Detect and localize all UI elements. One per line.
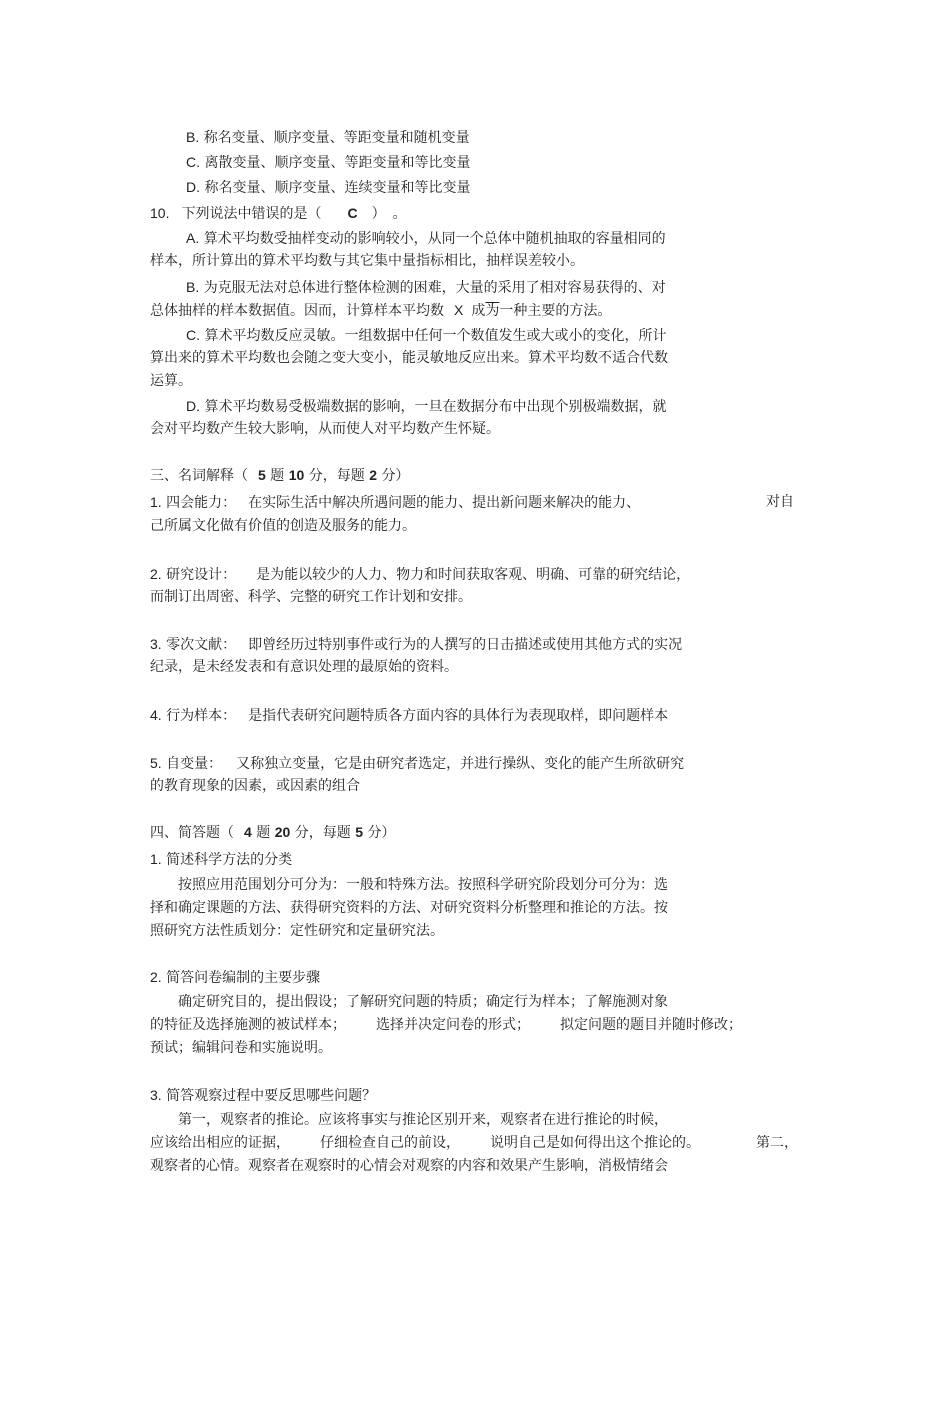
answer: C — [347, 205, 358, 221]
q9-option-c — [186, 152, 470, 173]
term-1-line2: 己所属文化做有价值的创造及服务的能力。 — [150, 518, 416, 534]
term-1-line1 — [150, 492, 640, 513]
sq3-answer-line1: 第一，观察者的推论。应该将事实与推论区别开来，观察者在进行推论的时候， — [178, 1112, 668, 1128]
q10-stem — [150, 203, 407, 224]
definition-text: 在实际生活中解决所遇问题的能力、提出新问题来解决的能力、 — [248, 495, 641, 511]
overbar-char: 为 — [485, 303, 500, 319]
term-label: 零次文献： — [166, 637, 237, 653]
sq3-answer-line3: 观察者的心情。观察者在观察时的心情会对观察的内容和效果产生影响，消极情绪会 — [150, 1158, 668, 1174]
item-number: 5. — [150, 755, 162, 771]
q10-option-b-line1 — [186, 277, 666, 298]
total-score: 20 — [274, 824, 291, 840]
question-stem: 下列说法中错误的是（ — [181, 206, 322, 222]
option-label: B. — [186, 129, 200, 145]
title-end: 分） — [367, 825, 396, 841]
sq3-title — [150, 1085, 376, 1106]
unit-text: 题 — [270, 468, 285, 484]
option-text: 为克服无法对总体进行整体检测的困难，大量的采用了相对容易获得的、对 — [203, 280, 666, 296]
title-text: 三、名词解释（ — [150, 468, 248, 484]
q10-option-a-line1 — [186, 228, 666, 249]
term-label: 四会能力： — [166, 495, 237, 511]
option-label: C. — [186, 327, 200, 343]
item-number: 1. — [150, 851, 162, 867]
term-label: 自变量： — [166, 756, 223, 772]
term-3-line2: 纪录，是未经发表和有意识处理的最原始的资料。 — [150, 659, 458, 675]
option-text: 算术平均数易受极端数据的影响，一旦在数据分布中出现个别极端数据，就 — [204, 399, 667, 415]
option-label: D. — [186, 179, 200, 195]
sq3-answer-line2-tail: 第二， — [756, 1135, 798, 1151]
text-segment: 仔细检查自己的前设， — [320, 1135, 460, 1151]
sq2-answer-line1: 确定研究目的，提出假设；了解研究问题的特质；确定行为样本；了解施测对象 — [178, 994, 668, 1010]
text-segment: 的特征及选择施测的被试样本； — [150, 1017, 346, 1033]
item-number: 3. — [150, 1087, 162, 1103]
score-text: 分，每题 — [308, 468, 365, 484]
title-text: 四、简答题（ — [150, 825, 234, 841]
text-segment: 选择并决定问卷的形式； — [376, 1017, 530, 1033]
definition-text: 是为能以较少的人力、物力和时间获取客观、明确、可靠的研究结论， — [256, 567, 691, 583]
question-title: 简答问卷编制的主要步骤 — [166, 970, 321, 986]
question-number: 10. — [150, 205, 170, 221]
question-count: 5 — [258, 467, 266, 483]
definition-text: 又称独立变量，它是由研究者选定，并进行操纵、变化的能产生所欲研究 — [236, 756, 685, 772]
sq3-answer-line2 — [150, 1133, 700, 1153]
unit-text: 题 — [256, 825, 271, 841]
q9-option-d — [186, 177, 470, 198]
option-label: C. — [186, 154, 200, 170]
text-segment: 一种主要的方法。 — [499, 303, 612, 319]
term-5-line1 — [150, 753, 684, 774]
sq2-answer-line3: 预试；编辑问卷和实施说明。 — [150, 1040, 332, 1056]
term-1-line1-tail: 对自 — [766, 494, 794, 510]
question-count: 4 — [244, 824, 252, 840]
option-text: 离散变量、顺序变量、等距变量和等比变量 — [204, 155, 471, 171]
q10-option-b-line2 — [150, 300, 611, 321]
item-number: 2. — [150, 566, 162, 582]
q10-option-c-line3: 运算。 — [150, 373, 192, 389]
stem-end: ） 。 — [371, 206, 407, 222]
term-2-line2: 而制订出周密、科学、完整的研究工作计划和安排。 — [150, 589, 472, 605]
each-score: 5 — [355, 824, 363, 840]
q9-option-b — [186, 127, 470, 148]
text-segment: 应该给出相应的证据， — [150, 1135, 290, 1151]
term-5-line2: 的教育现象的因素，或因素的组合 — [150, 778, 360, 794]
question-title: 简述科学方法的分类 — [166, 852, 293, 868]
sq2-answer-line2 — [150, 1015, 742, 1035]
x-symbol: X — [454, 302, 464, 318]
text-segment: 说明自己是如何得出这个推论的。 — [490, 1135, 700, 1151]
option-text: 算术平均数受抽样变动的影响较小，从同一个总体中随机抽取的容量相同的 — [203, 231, 666, 247]
term-label: 研究设计： — [166, 567, 237, 583]
q10-option-d-line2: 会对平均数产生较大影响，从而使人对平均数产生怀疑。 — [150, 421, 500, 437]
text-segment: 成 — [471, 303, 486, 319]
q10-option-a-line2: 样本，所计算出的算术平均数与其它集中量指标相比，抽样误差较小。 — [150, 253, 584, 269]
option-label: D. — [186, 398, 200, 414]
text-segment: 总体抽样的样本数据值。因而，计算样本平均数 — [150, 303, 444, 319]
title-end: 分） — [381, 468, 410, 484]
each-score: 2 — [369, 467, 377, 483]
option-label: A. — [186, 230, 200, 246]
term-2-line1 — [150, 564, 690, 585]
sq2-title — [150, 967, 320, 988]
item-number: 1. — [150, 494, 162, 510]
section3-title — [150, 465, 409, 486]
option-text: 称名变量、顺序变量、连续变量和等比变量 — [204, 180, 471, 196]
item-number: 4. — [150, 707, 162, 723]
item-number: 2. — [150, 969, 162, 985]
score-text: 分，每题 — [294, 825, 351, 841]
term-4-line1 — [150, 705, 668, 726]
definition-text: 是指代表研究问题特质各方面内容的具体行为表现取样，即问题样本 — [248, 708, 669, 724]
q10-option-c-line2: 算出来的算术平均数也会随之变大变小，能灵敏地反应出来。算术平均数不适合代数 — [150, 350, 668, 366]
question-title: 简答观察过程中要反思哪些问题？ — [166, 1088, 377, 1104]
option-label: B. — [186, 279, 200, 295]
option-text: 称名变量、顺序变量、等距变量和随机变量 — [203, 130, 470, 146]
q10-option-c-line1 — [186, 325, 666, 346]
sq1-answer-line2: 择和确定课题的方法、获得研究资料的方法、对研究资料分析整理和推论的方法。按 — [150, 900, 668, 916]
text-segment: 拟定问题的题目并随时修改； — [560, 1017, 742, 1033]
item-number: 3. — [150, 636, 162, 652]
term-3-line1 — [150, 634, 682, 655]
q10-option-d-line1 — [186, 396, 666, 417]
term-label: 行为样本： — [166, 708, 237, 724]
option-text: 算术平均数反应灵敏。一组数据中任何一个数值发生或大或小的变化，所计 — [204, 328, 667, 344]
definition-text: 即曾经历过特别事件或行为的人撰写的日击描述或使用其他方式的实况 — [248, 637, 683, 653]
sq1-answer-line1: 按照应用范围划分可分为：一般和特殊方法。按照科学研究阶段划分可分为：选 — [178, 877, 668, 893]
total-score: 10 — [288, 467, 305, 483]
sq1-answer-line3: 照研究方法性质划分：定性研究和定量研究法。 — [150, 923, 444, 939]
section4-title — [150, 822, 395, 843]
sq1-title — [150, 849, 292, 870]
